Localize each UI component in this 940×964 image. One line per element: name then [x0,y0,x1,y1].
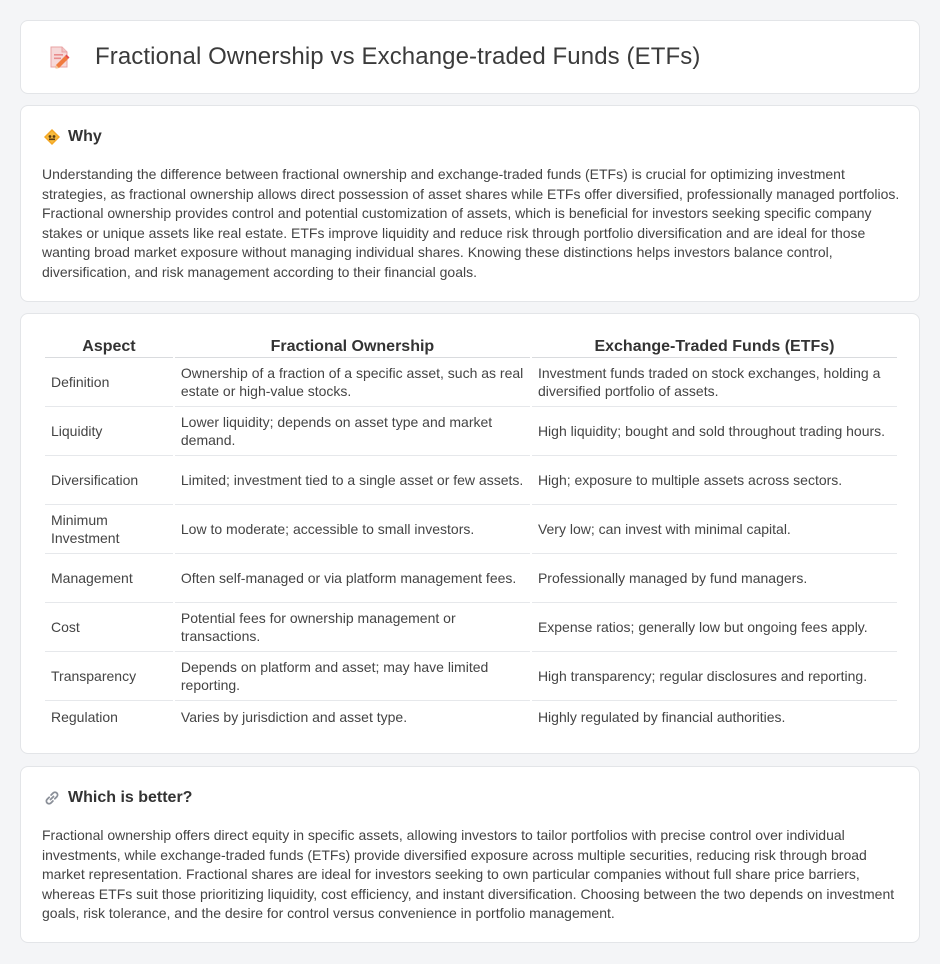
etf-cell: Expense ratios; generally low but ongoing fees apply. [532,603,897,652]
aspect-cell: Diversification [45,456,173,505]
aspect-cell: Definition [45,358,173,407]
etf-cell: Highly regulated by financial authorities. [537,709,786,725]
etf-cell: High liquidity; bought and sold throughout trading hours. [532,407,897,456]
fractional-cell: Ownership of a fraction of a specific asset, such as real estate or high-value stocks. [175,358,530,407]
why-section [20,105,920,302]
aspect-cell: Cost [45,603,173,652]
comparison-table [43,333,899,733]
link-icon [43,789,61,807]
fractional-cell: Potential fees for ownership management or transactions. [175,603,530,652]
fractional-cell: Varies by jurisdiction and asset type. [180,709,408,725]
better-heading: Which is better? [68,789,193,806]
page-title: Fractional Ownership vs Exchange-traded Funds (ETFs) [95,43,701,70]
document-pencil-icon [45,43,73,71]
table-row [45,554,897,603]
etf-cell: Investment funds traded on stock exchanges, holding a diversified portfolio of assets. [532,358,897,407]
table-row [45,652,897,701]
which-is-better-section [20,766,920,943]
aspect-cell: Transparency [45,652,173,701]
etf-cell: High transparency; regular disclosures and reporting. [532,652,897,701]
aspect-cell: Liquidity [45,407,173,456]
aspect-cell: Regulation [51,709,118,725]
better-paragraph: Fractional ownership offers direct equity in specific assets, allowing investors to tailor portfolios with precise control over individual investments, while exchange-traded funds (ETFs) provide diversified exposure across multiple securities, reducing risk through broad market representation. Fractional shares are ideal for investors seeking to own particular companies without full share price barriers, whereas ETFs suit those prioritizing liquidity, cost efficiency, and instant diversification. Choosing between the two depends on investment goals, risk tolerance, and the desire for control versus convenience in portfolio management. [42,827,895,921]
fractional-cell: Often self-managed or via platform management fees. [175,554,530,603]
why-paragraph: Understanding the difference between fractional ownership and exchange-traded funds (ETFs) is crucial for optimizing investment strategies, as fractional ownership allows direct possession of asset shares while ETFs offer diversified, professionally managed portfolios. Fractional ownership provides control and potential customization of assets, which is beneficial for investors seeking specific company stakes or unique assets like real estate. ETFs improve liquidity and reduce risk through portfolio diversification and are ideal for those wanting broad market exposure without managing individual shares. Knowing these distinctions helps investors balance control, diversification, and risk management according to their financial goals. [42,166,900,280]
table-row [45,407,897,456]
table-row [45,358,897,407]
column-header-fractional: Fractional Ownership [175,333,530,358]
table-row [45,603,897,652]
fractional-cell: Depends on platform and asset; may have limited reporting. [175,652,530,701]
table-row [45,701,897,733]
diamond-sign-icon [43,128,61,146]
title-card [20,20,920,94]
fractional-cell: Lower liquidity; depends on asset type and market demand. [175,407,530,456]
etf-cell: Very low; can invest with minimal capital. [532,505,897,554]
column-header-aspect: Aspect [45,333,173,358]
aspect-cell: Management [45,554,173,603]
etf-cell: High; exposure to multiple assets across sectors. [532,456,897,505]
why-heading: Why [68,128,102,145]
comparison-table-card [20,313,920,754]
fractional-cell: Limited; investment tied to a single asset or few assets. [175,456,530,505]
table-row [45,456,897,505]
fractional-cell: Low to moderate; accessible to small investors. [175,505,530,554]
column-header-etf: Exchange-Traded Funds (ETFs) [532,333,897,358]
table-row [45,505,897,554]
etf-cell: Professionally managed by fund managers. [532,554,897,603]
aspect-cell: Minimum Investment [45,505,173,554]
table-header-row [45,333,897,358]
